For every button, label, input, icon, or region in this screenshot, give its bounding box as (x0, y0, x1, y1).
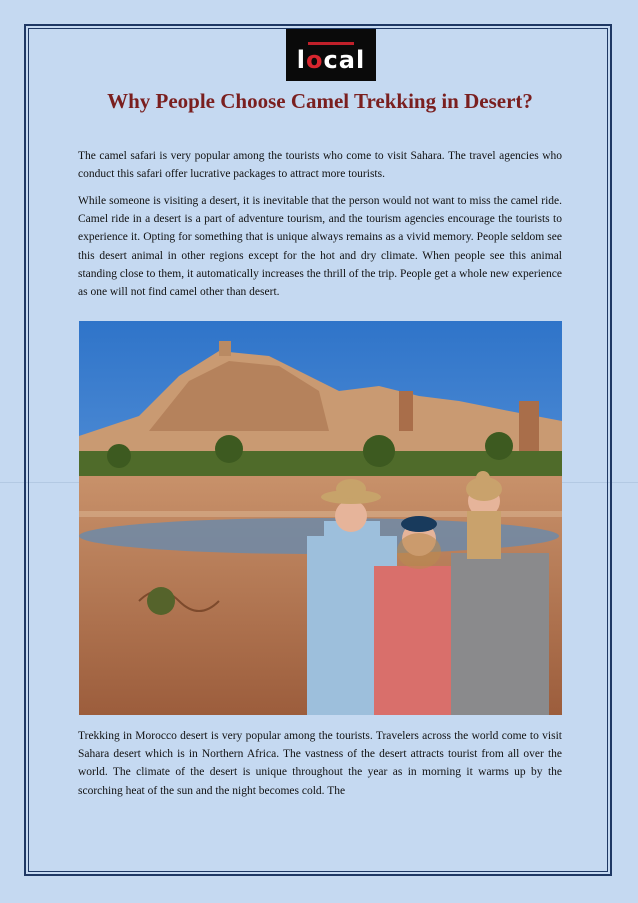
article-title: Why People Choose Camel Trekking in Desert? (107, 89, 533, 113)
paragraph-morocco-trekking: Trekking in Morocco desert is very popular among the tourists. Travelers across the world come to visit Sahara desert which is in Northern Africa. The vastness of the desert attracts tourist from all over the world. The climate of the desert is unique throughout the year as in morning it warms up by the scorching heat of the sun and the night becomes cold. The (78, 730, 562, 797)
paragraph-intro: The camel safari is very popular among the tourists who come to visit Sahara. The travel agencies who conduct this safari offer lucrative packages to attract more tourists. (78, 150, 562, 181)
brand-logo[interactable] (286, 29, 376, 81)
tourists-kasbah-photo (79, 321, 562, 715)
logo-wordmark: local (296, 46, 366, 74)
logo-pin-icon: o (306, 46, 324, 74)
paragraph-camel-ride: While someone is visiting a desert, it is inevitable that the person would not want to miss the camel ride. Camel ride in a desert is a part of adventure tourism, and the tourism agencies encourage the tourists to experience it. Opting for something that is unique always remains as a vivid memory. People seldom see this desert animal in other regions except for the hot and dry climate. When people see this animal standing close to them, it automatically increases the thrill of the trip. People get a whole new experience as one will not find camel other than desert. (78, 195, 562, 299)
